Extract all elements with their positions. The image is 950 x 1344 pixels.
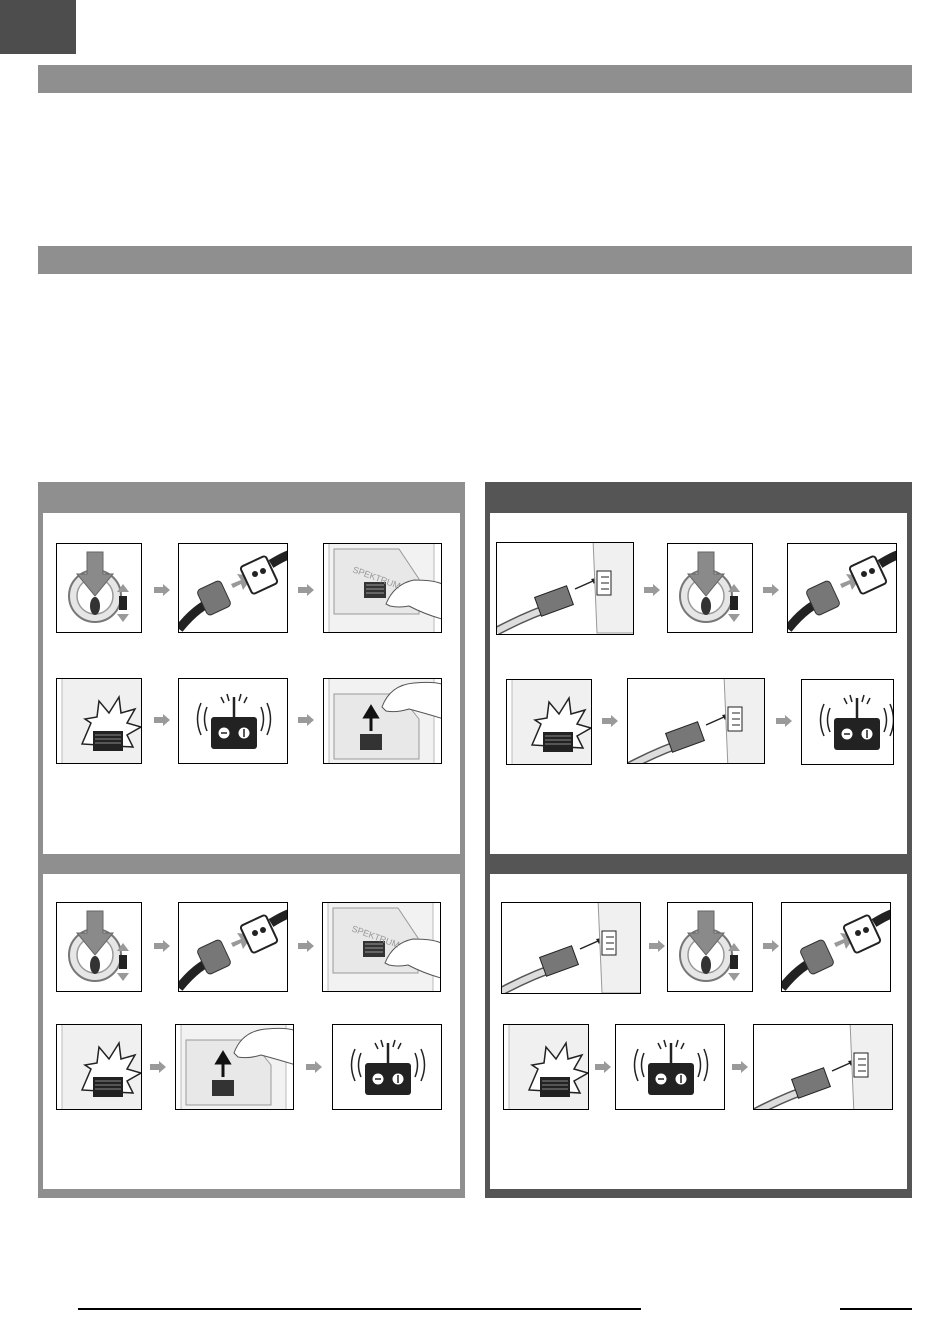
step-arrow-icon: [154, 584, 170, 596]
step-arrow-icon: [602, 715, 618, 727]
procedure-box-left-top: [43, 513, 460, 854]
step-arrow-icon: [306, 1061, 322, 1073]
receiver-flashing-tile: [56, 678, 142, 764]
panel-divider-right: [490, 854, 907, 874]
release-bind-button-icon: [324, 679, 441, 763]
step-arrow-icon: [649, 940, 665, 952]
transmitter-icon: [179, 679, 287, 763]
bind-plug-icon: [668, 903, 752, 991]
battery-connector-tile: [178, 543, 288, 633]
receiver-flashing-tile: [503, 1024, 589, 1110]
step-arrow-icon: [298, 940, 314, 952]
bind-plug-tile: [56, 543, 142, 633]
binding-procedure-panel-right: [485, 482, 912, 1198]
servo-lead-icon: [754, 1025, 892, 1109]
battery-connector-icon: [782, 903, 890, 991]
transmitter-tile: [615, 1024, 725, 1110]
servo-lead-icon: [628, 679, 764, 763]
bind-button-icon: [323, 903, 440, 991]
procedure-box-left-bottom: [43, 874, 460, 1189]
servo-lead-tile: [627, 678, 765, 764]
bind-plug-icon: [57, 903, 141, 991]
battery-connector-tile: [781, 902, 891, 992]
bind-plug-icon: [57, 544, 141, 632]
step-arrow-icon: [595, 1061, 611, 1073]
release-bind-button-tile: [175, 1024, 294, 1110]
servo-lead-tile: [753, 1024, 893, 1110]
panel-divider-left: [43, 854, 460, 874]
step-arrow-icon: [763, 584, 779, 596]
transmitter-icon: [802, 680, 893, 764]
transmitter-tile: [801, 679, 894, 765]
servo-lead-icon: [497, 543, 633, 634]
section-header-bar-1: [38, 65, 912, 93]
servo-lead-icon: [502, 903, 640, 993]
step-arrow-icon: [298, 584, 314, 596]
receiver-flashing-icon: [507, 680, 591, 764]
receiver-flashing-tile: [506, 679, 592, 765]
step-arrow-icon: [776, 715, 792, 727]
bind-button-tile: [322, 902, 441, 992]
procedure-box-right-top: [490, 513, 907, 854]
transmitter-tile: [178, 678, 288, 764]
bind-button-tile: [323, 543, 442, 633]
section-header-bar-2: [38, 246, 912, 274]
procedure-box-right-bottom: [490, 874, 907, 1189]
step-arrow-icon: [154, 940, 170, 952]
footer-page-rule: [840, 1308, 912, 1310]
receiver-flashing-tile: [56, 1024, 142, 1110]
bind-plug-tile: [667, 902, 753, 992]
transmitter-icon: [333, 1025, 441, 1109]
battery-connector-icon: [179, 544, 287, 632]
step-arrow-icon: [150, 1061, 166, 1073]
release-bind-button-tile: [323, 678, 442, 764]
bind-button-icon: [324, 544, 441, 632]
servo-lead-tile: [496, 542, 634, 635]
bind-plug-tile: [56, 902, 142, 992]
bind-plug-icon: [668, 544, 752, 632]
battery-connector-icon: [788, 544, 896, 632]
battery-connector-tile: [178, 902, 288, 992]
receiver-flashing-icon: [57, 679, 141, 763]
footer-rule: [78, 1308, 641, 1310]
page-tab-marker: [0, 0, 76, 54]
servo-lead-tile: [501, 902, 641, 994]
receiver-flashing-icon: [504, 1025, 588, 1109]
battery-connector-tile: [787, 543, 897, 633]
step-arrow-icon: [763, 940, 779, 952]
battery-connector-icon: [179, 903, 287, 991]
step-arrow-icon: [154, 714, 170, 726]
step-arrow-icon: [732, 1061, 748, 1073]
transmitter-icon: [616, 1025, 724, 1109]
release-bind-button-icon: [176, 1025, 293, 1109]
transmitter-tile: [332, 1024, 442, 1110]
step-arrow-icon: [644, 584, 660, 596]
bind-plug-tile: [667, 543, 753, 633]
receiver-flashing-icon: [57, 1025, 141, 1109]
binding-procedure-panel-left: [38, 482, 465, 1198]
step-arrow-icon: [298, 714, 314, 726]
